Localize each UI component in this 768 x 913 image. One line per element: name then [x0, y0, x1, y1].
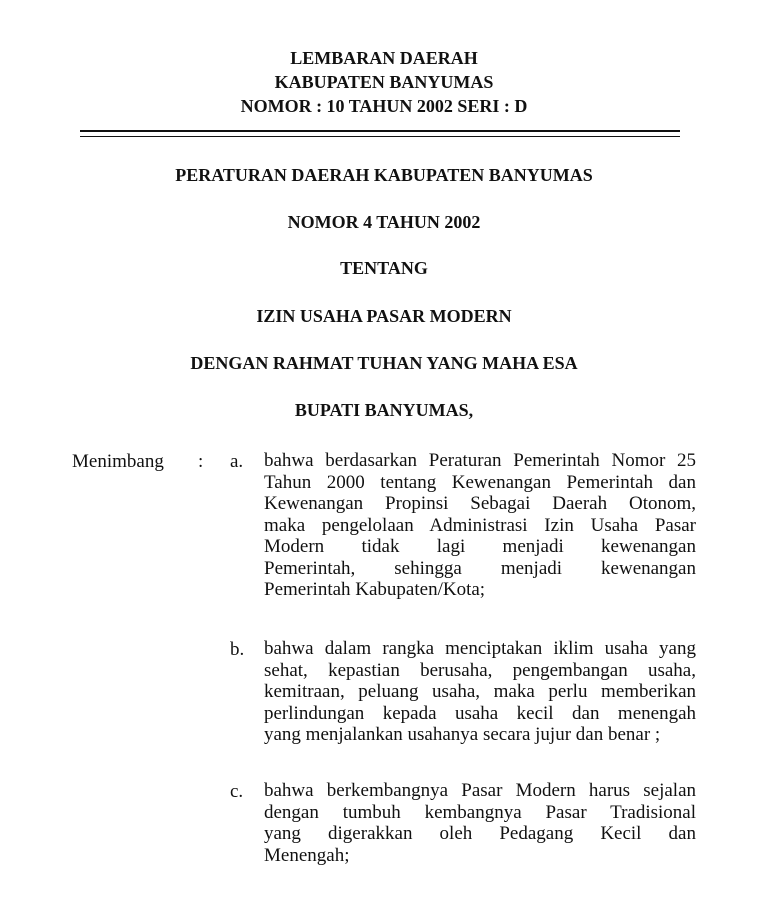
item-a-line: Modern tidak lagi menjadi kewenangan [264, 536, 696, 557]
item-a-text [264, 450, 696, 601]
item-b-line: yang menjalankan usahanya secara jujur dan benar ; [264, 724, 661, 745]
item-c-line: Menengah; [264, 844, 350, 866]
menimbang-colon: : [198, 451, 204, 472]
item-c-line: dengan tumbuh kembangnya Pasar Tradisional [264, 801, 696, 823]
item-b-line: kemitraan, peluang usaha, maka perlu memberikan [264, 681, 696, 702]
item-c-line: bahwa berkembangnya Pasar Modern harus sejalan [264, 780, 696, 801]
regulation-title: PERATURAN DAERAH KABUPATEN BANYUMAS [175, 165, 593, 185]
gazette-number: NOMOR : 10 TAHUN 2002 SERI : D [240, 96, 528, 116]
item-c-text [264, 780, 696, 866]
item-a-line: maka pengelolaan Administrasi Izin Usaha Pasar [264, 514, 696, 536]
item-a-line: bahwa berdasarkan Peraturan Pemerintah Nomor 25 [264, 450, 696, 471]
regulation-number: NOMOR 4 TAHUN 2002 [287, 212, 481, 232]
item-a-letter: a. [230, 451, 244, 472]
item-a-line: Kewenangan Propinsi Sebagai Daerah Otonom, [264, 493, 696, 514]
item-b-text [264, 638, 696, 746]
blessing-line: DENGAN RAHMAT TUHAN YANG MAHA ESA [190, 353, 578, 373]
header-divider-bottom [80, 136, 680, 137]
item-c-letter: c. [230, 781, 244, 802]
item-b-letter: b. [230, 639, 245, 660]
header-divider-top [80, 130, 680, 132]
gazette-regency: KABUPATEN BANYUMAS [274, 72, 494, 92]
item-a-line: Tahun 2000 tentang Kewenangan Pemerintah dan [264, 471, 696, 493]
item-c-line: yang digerakkan oleh Pedagang Kecil dan [264, 823, 696, 844]
item-b-line: bahwa dalam rangka menciptakan iklim usaha yang [264, 638, 696, 659]
item-a-line: Pemerintah, sehingga menjadi kewenangan [264, 557, 696, 579]
gazette-title: LEMBARAN DAERAH [290, 48, 478, 68]
item-b-line: sehat, kepastian berusaha, pengembangan usaha, [264, 659, 696, 681]
menimbang-label: Menimbang [72, 451, 164, 472]
item-a-line: Pemerintah Kabupaten/Kota; [264, 579, 486, 600]
item-b-line: perlindungan kepada usaha kecil dan menengah [264, 702, 696, 724]
authority-line: BUPATI BANYUMAS, [294, 400, 474, 420]
regulation-subject: IZIN USAHA PASAR MODERN [256, 306, 512, 326]
regulation-about: TENTANG [340, 258, 428, 278]
